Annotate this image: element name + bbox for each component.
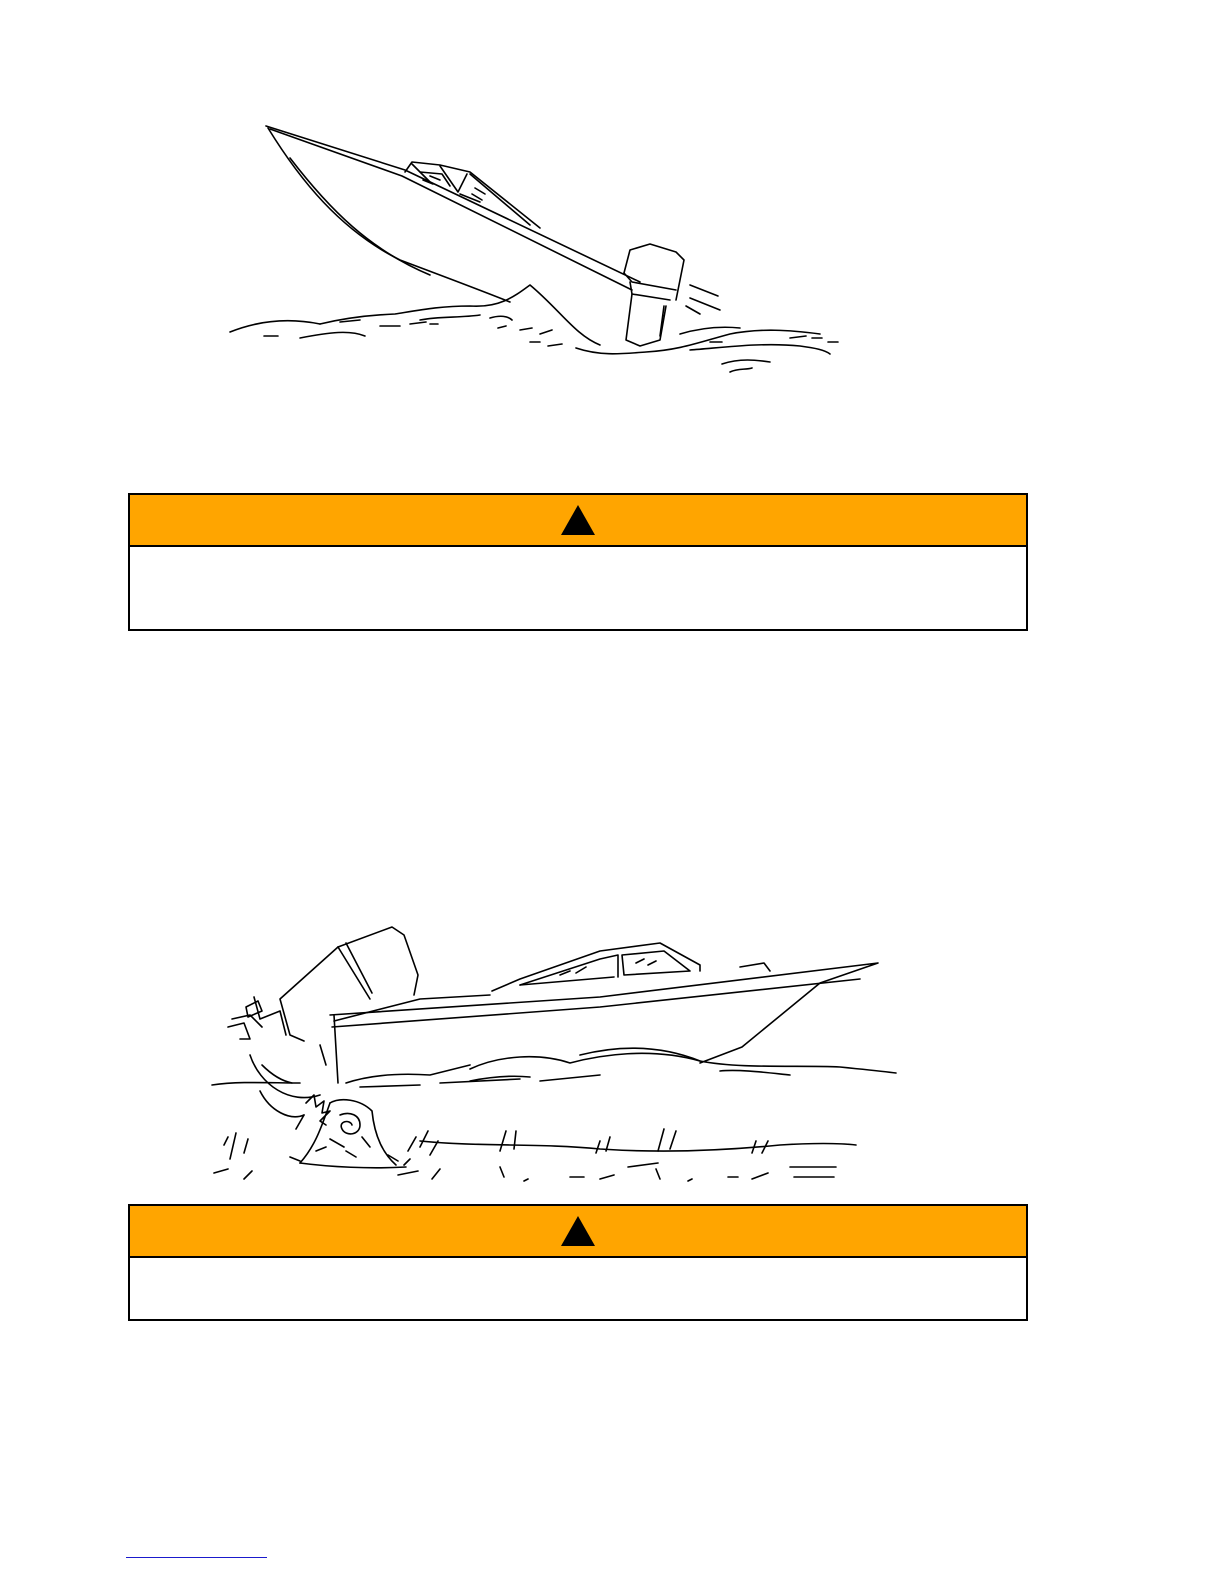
boat-bow-high-icon <box>0 110 1224 400</box>
footer-rule <box>126 1557 267 1558</box>
boat-bow-high-illustration <box>0 110 1224 400</box>
warning-box <box>128 493 1028 631</box>
warning-body <box>130 547 1026 629</box>
boat-hitting-stump-icon <box>0 915 1224 1185</box>
warning-box <box>128 1204 1028 1321</box>
warning-body <box>130 1258 1026 1319</box>
boat-hitting-stump-illustration <box>0 915 1224 1185</box>
warning-header <box>130 1206 1026 1258</box>
warning-triangle-icon <box>560 1215 596 1247</box>
warning-header <box>130 495 1026 547</box>
warning-triangle-icon <box>560 504 596 536</box>
